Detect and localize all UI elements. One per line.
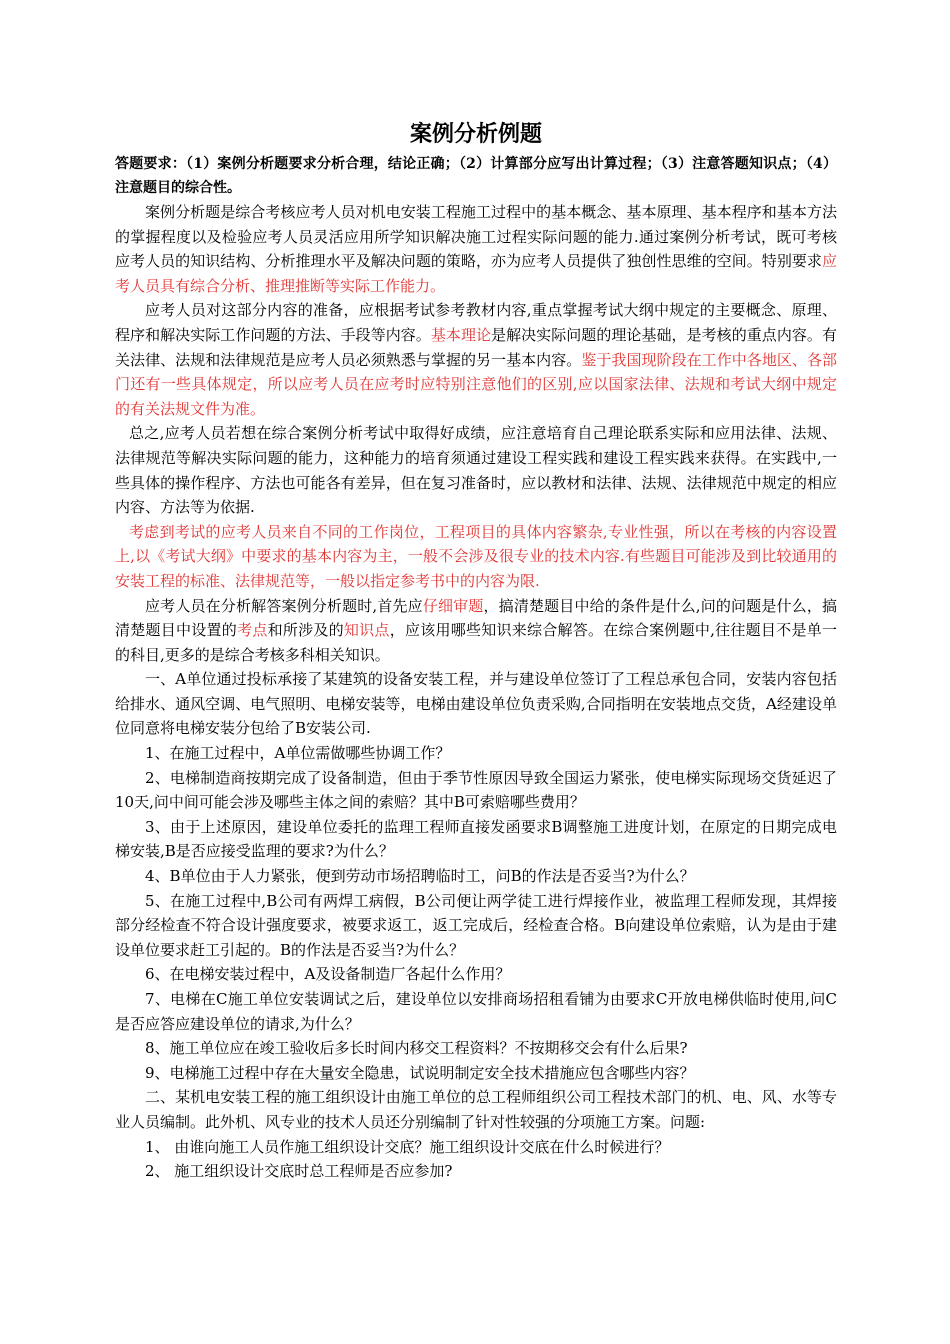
case-1-question: 1、在施工过程中，A单位需做哪些协调工作？: [145, 744, 451, 763]
case-1-question: 8、施工单位应在竣工验收后多长时间内移交工程资料？不按期移交会有什么后果?: [145, 1039, 688, 1058]
highlight-text: 仔细审题: [422, 596, 484, 615]
intro-paragraph-1: [115, 200, 837, 298]
case-2-question: 1、 由谁向施工人员作施工组织设计交底？施工组织设计交底在什么时候进行？: [145, 1137, 670, 1156]
case-1-question: 5、在施工过程中,B公司有两焊工病假，B公司便让两学徒工进行焊接作业，被监理工程师发现，其焊接部分经检查不符合设计强度要求，被要求返工，返工完成后，经检查合格。B向建设单位索赔，认为是由于建设单位要求赶工引起的。B的作法是否妥当?为什么？: [115, 891, 837, 959]
text-run: 案例分析题是综合考核应考人员对机电安装工程施工过程中的基本概念、基本原理、基本程序和基本方法的掌握程度以及检验应考人员灵活应用所学知识解决施工过程实际问题的能力.通过案例分析考试，既可考核应考人员的知识结构、分析推理水平及解决问题的策略，亦为应考人员提供了独创性思维的空间。特别要求: [115, 203, 837, 271]
highlight-text: 知识点: [343, 621, 390, 640]
intro-paragraph-4: 考虑到考试的应考人员来自不同的工作岗位，工程项目的具体内容繁杂,专业性强，所以在考核的内容设置上,以《考试大纲》中要求的基本内容为主，一般不会涉及很专业的技术内容.有些题目可能涉及到比较通用的安装工程的标准、法律规范等，一般以指定参考书中的内容为限.: [115, 522, 837, 590]
text-run: 应考人员对这部分内容的准备，应根据考试参考教材内容,重点掌握考试大纲中规定的主要概念、原理、程序和解决实际工作问题的方法、手段等内容。: [115, 301, 837, 344]
highlight-text: 基本理论: [430, 325, 492, 344]
case-2-question: 2、 施工组织设计交底时总工程师是否应参加?: [145, 1162, 453, 1181]
text-run: ，搞清楚题目中给的条件是什么,问的问题是什么，搞清楚题目中设置的: [115, 596, 837, 640]
text-run: 是解决实际问题的理论基础，是考核的重点内容。有关法律、法规和法律规范是应考人员必须熟悉与掌握的另一基本内容。: [115, 325, 837, 369]
case-1-question: 6、在电梯安装过程中，A及设备制造厂各起什么作用？: [145, 965, 511, 984]
case-1-question: 3、由于上述原因，建设单位委托的监理工程师直接发函要求B调整施工进度计划，在原定的日期完成电梯安装,B是否应接受监理的要求?为什么？: [115, 817, 837, 861]
answer-requirements: 答题要求：（1）案例分析题要求分析合理，结论正确；（2）计算部分应写出计算过程；（3）注意答题知识点；（4）注意题目的综合性。: [115, 156, 837, 196]
text-run: 应考人员在分析解答案例分析题时,首先应: [145, 596, 423, 615]
highlight-text: 应考人员具有综合分析、推理推断等实际工作能力。: [115, 252, 837, 295]
intro-paragraph-3: 总之,应考人员若想在综合案例分析考试中取得好成绩，应注意培育自己理论联系实际和应用法律、法规、法律规范等解决实际问题的能力，这种能力的培育须通过建设工程实践和建设工程实践来获得。在实践中,一些具体的操作程序、方法也可能各有差异，但在复习准备时，应以教材和法律、法规、法律规范中规定的相应内容、方法等为依据.: [115, 424, 837, 517]
case-1-question: 4、B单位由于人力紧张，便到劳动市场招聘临时工，问B的作法是否妥当?为什么？: [145, 867, 695, 886]
intro-paragraph-2: [115, 298, 837, 421]
case-2-intro: 二、某机电安装工程的施工组织设计由施工单位的总工程师组织公司工程技术部门的机、电、风、水等专业人员编制。此外机、风专业的技术人员还分别编制了针对性较强的分项施工方案。问题:: [115, 1088, 837, 1131]
intro-paragraph-5: [115, 594, 837, 668]
case-1-intro: 一、A单位通过投标承接了某建筑的设备安装工程，并与建设单位签订了工程总承包合同，安装内容包括给排水、通风空调、电气照明、电梯安装等，电梯由建设单位负责采购,合同指明在安装地点交货，A经建设单位同意将电梯安装分包给了B安装公司.: [115, 670, 837, 738]
case-1-question: 2、电梯制造商按期完成了设备制造，但由于季节性原因导致全国运力紧张，使电梯实际现场交货延迟了10天,问中间可能会涉及哪些主体之间的索赔？其中B可索赔哪些费用？: [115, 768, 837, 812]
document-title: 案例分析例题: [409, 121, 542, 147]
highlight-text: 鉴于我国现阶段在工作中各地区、各部门还有一些具体规定，所以应考人员在应考时应特别注意他们的区别,应以国家法律、法规和考试大纲中规定的有关法规文件为准。: [115, 350, 837, 418]
text-run: 和所涉及的: [267, 621, 344, 640]
case-1-question: 9、电梯施工过程中存在大量安全隐患，试说明制定安全技术措施应包含哪些内容？: [145, 1063, 695, 1082]
document-page: [115, 118, 837, 1184]
case-1-question: 7、电梯在C施工单位安装调试之后，建设单位以安排商场招租看铺为由要求C开放电梯供临时使用,问C是否应答应建设单位的请求,为什么？: [115, 990, 837, 1033]
text-run: ，应该用哪些知识来综合解答。在综合案例题中,往往题目不是单一的科目,更多的是综合考核多科相关知识。: [115, 621, 837, 664]
highlight-text: 考点: [237, 621, 268, 640]
